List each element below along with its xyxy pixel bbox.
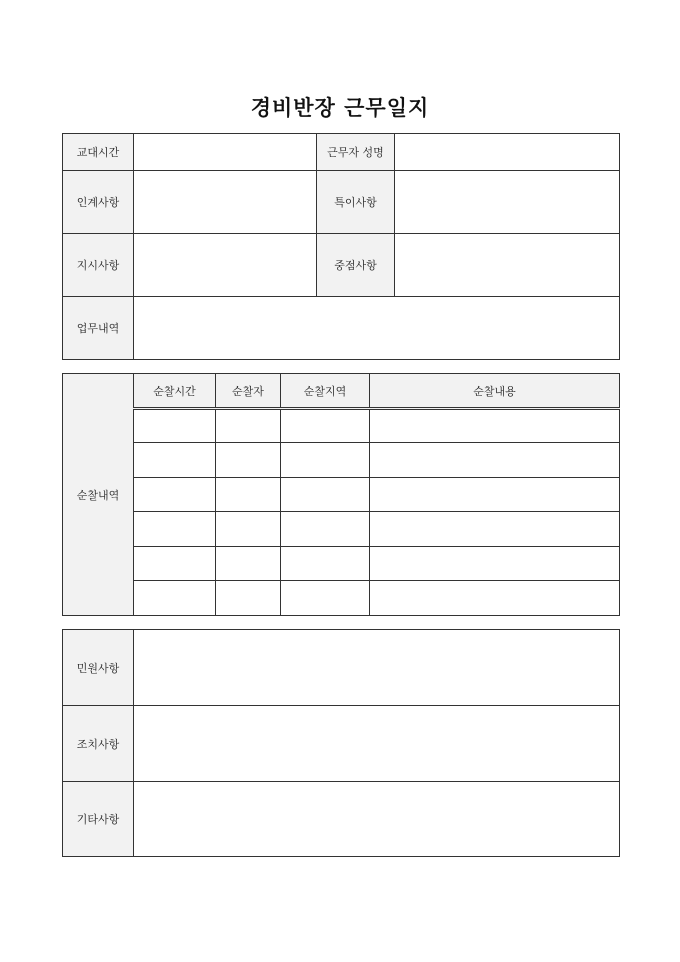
patrol-content-header: 순찰내용: [370, 374, 620, 409]
table-row: [63, 782, 620, 857]
patroller-cell[interactable]: [216, 409, 281, 443]
patrol-content-cell[interactable]: [370, 443, 620, 478]
patrol-time-cell[interactable]: [134, 512, 216, 547]
patrol-header-row: [63, 374, 620, 409]
special-notes-field[interactable]: [395, 171, 620, 234]
actions-field[interactable]: [134, 706, 620, 782]
table-row: [63, 581, 620, 616]
instructions-label: 지시사항: [63, 234, 134, 297]
complaints-field[interactable]: [134, 630, 620, 706]
patrol-content-cell[interactable]: [370, 512, 620, 547]
actions-label: 조치사항: [63, 706, 134, 782]
patrol-time-cell[interactable]: [134, 409, 216, 443]
patroller-cell[interactable]: [216, 581, 281, 616]
patrol-content-cell[interactable]: [370, 409, 620, 443]
special-notes-label: 특이사항: [317, 171, 395, 234]
complaints-label: 민원사항: [63, 630, 134, 706]
patrol-time-header: 순찰시간: [134, 374, 216, 409]
duty-info-table: [62, 133, 620, 360]
table-row: [63, 234, 620, 297]
page-title: 경비반장 근무일지: [250, 96, 430, 120]
worker-name-field[interactable]: [395, 134, 620, 171]
patroller-cell[interactable]: [216, 512, 281, 547]
other-notes-field[interactable]: [134, 782, 620, 857]
patroller-header: 순찰자: [216, 374, 281, 409]
other-notes-label: 기타사항: [63, 782, 134, 857]
table-row: [63, 706, 620, 782]
patrol-area-cell[interactable]: [281, 478, 370, 512]
patrol-area-cell[interactable]: [281, 409, 370, 443]
patrol-area-header: 순찰지역: [281, 374, 370, 409]
table-row: [63, 478, 620, 512]
shift-time-field[interactable]: [134, 134, 317, 171]
table-row: [63, 297, 620, 360]
patrol-table: [62, 373, 620, 616]
patrol-content-cell[interactable]: [370, 478, 620, 512]
patrol-area-cell[interactable]: [281, 581, 370, 616]
focus-items-label: 중점사항: [317, 234, 395, 297]
table-row: [63, 409, 620, 443]
patroller-cell[interactable]: [216, 443, 281, 478]
patrol-content-cell[interactable]: [370, 547, 620, 581]
patrol-section-label: 순찰내역: [63, 374, 134, 616]
table-row: [63, 443, 620, 478]
table-row: [63, 171, 620, 234]
patrol-time-cell[interactable]: [134, 547, 216, 581]
handover-label: 인계사항: [63, 171, 134, 234]
patrol-time-cell[interactable]: [134, 443, 216, 478]
patrol-area-cell[interactable]: [281, 512, 370, 547]
patrol-time-cell[interactable]: [134, 581, 216, 616]
notes-table: [62, 629, 620, 857]
patrol-area-cell[interactable]: [281, 547, 370, 581]
patroller-cell[interactable]: [216, 547, 281, 581]
patrol-time-cell[interactable]: [134, 478, 216, 512]
patrol-area-cell[interactable]: [281, 443, 370, 478]
worker-name-label: 근무자 성명: [317, 134, 395, 171]
table-row: [63, 134, 620, 171]
shift-time-label: 교대시간: [63, 134, 134, 171]
patroller-cell[interactable]: [216, 478, 281, 512]
table-row: [63, 630, 620, 706]
table-row: [63, 547, 620, 581]
patrol-content-cell[interactable]: [370, 581, 620, 616]
table-row: [63, 512, 620, 547]
focus-items-field[interactable]: [395, 234, 620, 297]
instructions-field[interactable]: [134, 234, 317, 297]
duty-details-field[interactable]: [134, 297, 620, 360]
handover-field[interactable]: [134, 171, 317, 234]
duty-details-label: 업무내역: [63, 297, 134, 360]
